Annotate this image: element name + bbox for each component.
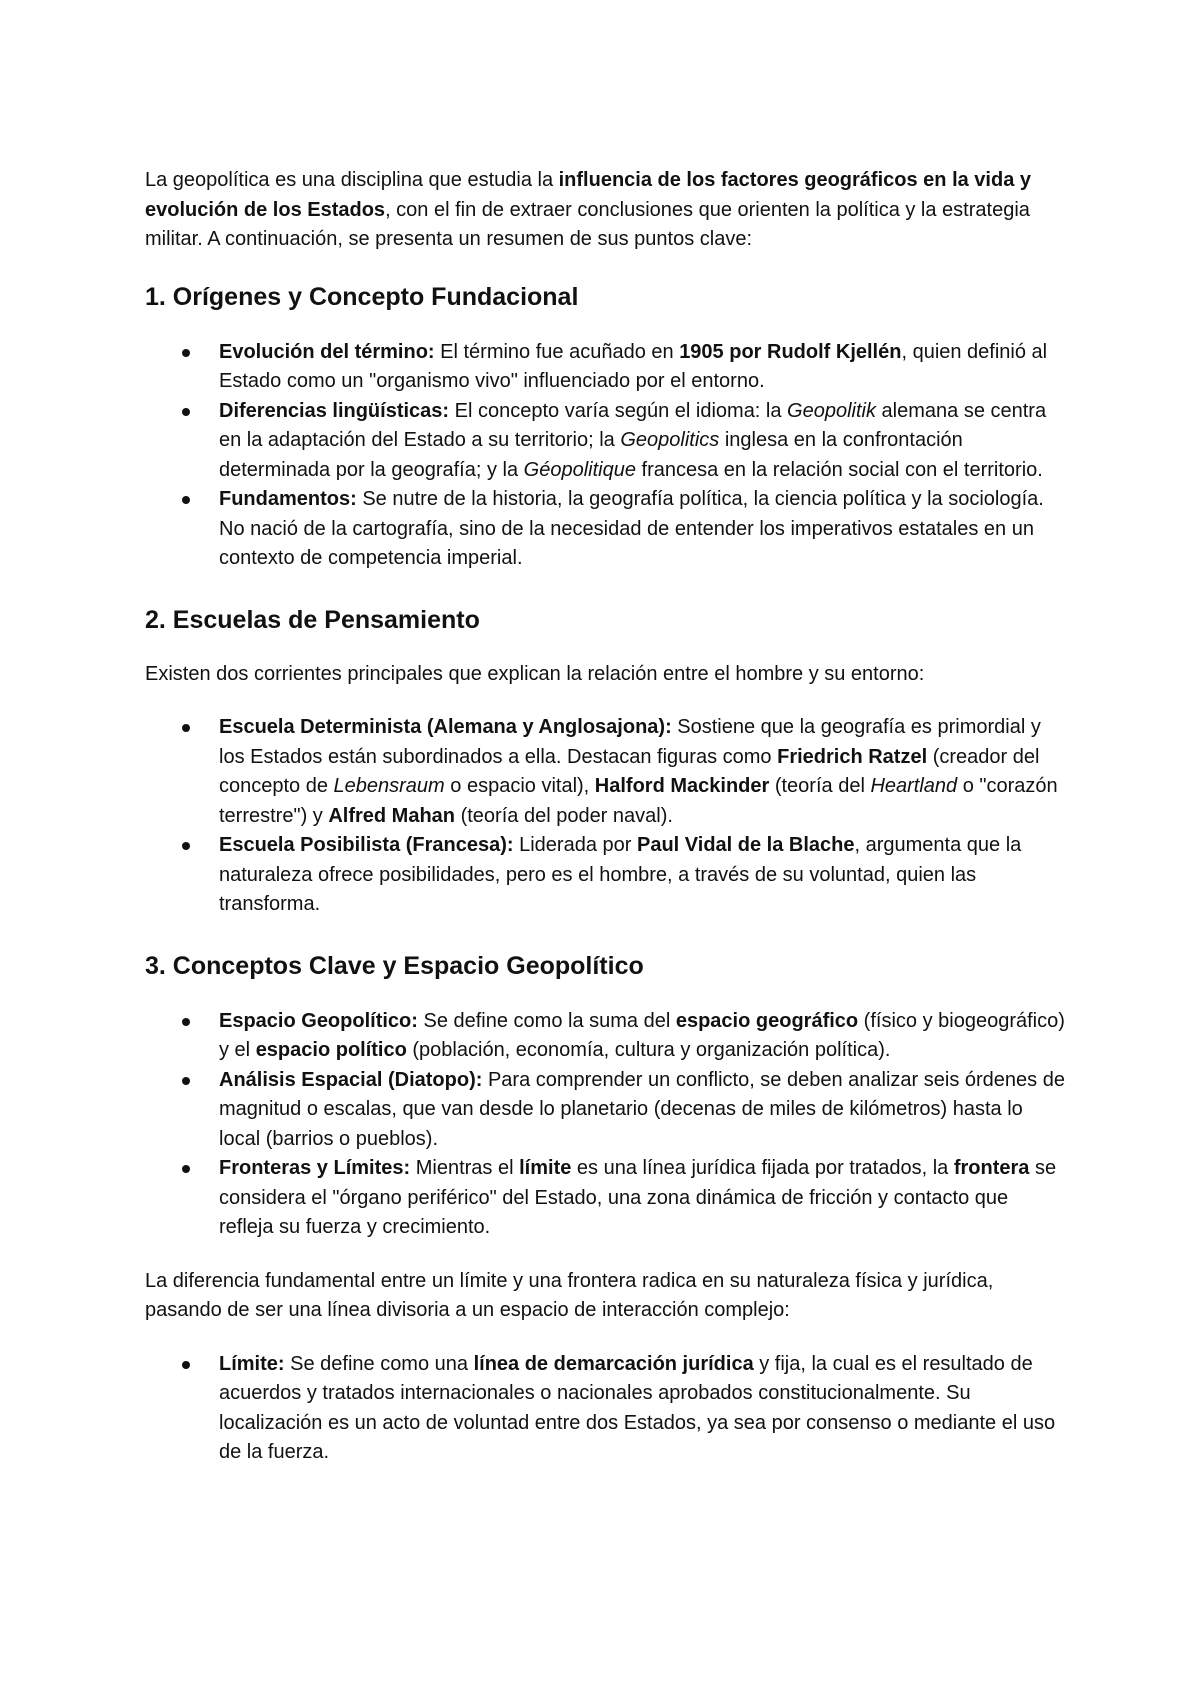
italic-text: Geopolitics xyxy=(620,429,720,451)
section-2-list xyxy=(145,713,1065,920)
bold-text: espacio geográfico xyxy=(675,1009,859,1032)
italic-text: Géopolitique xyxy=(523,458,636,481)
text-run: , quien definió al Estado como un "organismo vivo" influenciado por el entorno. xyxy=(219,340,1048,392)
bold-text: influencia de los factores geográficos en la vida y evolución de los Estados xyxy=(145,169,1031,221)
text-run: o "corazón terrestre") y xyxy=(219,775,1058,827)
bullet-icon xyxy=(182,349,190,357)
list-item xyxy=(145,485,1065,574)
section-2-paragraph xyxy=(145,660,1065,690)
section-3-heading: 3. Conceptos Clave y Espacio Geopolítico xyxy=(145,951,644,980)
text-run: (creador del concepto de xyxy=(219,745,1040,797)
text-run: (físico y biogeográfico) y el xyxy=(219,1009,1065,1061)
list-item xyxy=(145,397,1065,486)
text-run: inglesa en la confrontación determinada por la geografía; y la xyxy=(219,429,963,481)
bullet-icon xyxy=(182,724,190,732)
text-run: Se define como una xyxy=(284,1352,474,1375)
bullet-icon xyxy=(182,842,190,850)
text-run: El término fue acuñado en xyxy=(434,340,680,363)
text-run: es una línea jurídica fijada por tratados, la xyxy=(571,1157,954,1179)
text-run: La geopolítica es una disciplina que estudia la xyxy=(145,169,559,191)
list-item xyxy=(145,1066,1065,1155)
text-run: y fija, la cual es el resultado de acuerdos y tratados internacionales o nacionales aprobados constitucionalmente. Su localización es un acto de voluntad entre dos Estados, ya sea por consenso o mediante el uso de la fuerza. xyxy=(219,1352,1056,1463)
bold-text: espacio político xyxy=(255,1039,407,1061)
bullet-icon xyxy=(182,1018,190,1026)
text-run: , argumenta que la naturaleza ofrece posibilidades, pero es el hombre, a través de su voluntad, quien las transforma. xyxy=(219,834,1022,915)
text-run: Se nutre de la historia, la geografía política, la ciencia política y la sociología. No nació de la cartografía, sino de la necesidad de entender los imperativos estatales en un contexto de competencia imperial. xyxy=(219,488,1044,569)
italic-text: Geopolitik xyxy=(787,399,876,422)
bold-text: Alfred Mahan xyxy=(328,804,456,827)
text-run: Mientras el xyxy=(410,1157,520,1179)
section-2-heading: 2. Escuelas de Pensamiento xyxy=(145,605,480,634)
bold-text: Fundamentos: xyxy=(219,488,357,510)
section-3-paragraph xyxy=(145,1267,1065,1326)
bold-text: Diferencias lingüísticas: xyxy=(219,399,450,422)
bold-text: Espacio Geopolítico: xyxy=(219,1009,418,1032)
list-item xyxy=(145,338,1065,397)
italic-text: Heartland xyxy=(870,775,958,797)
list-item xyxy=(145,1350,1065,1468)
text-run: alemana se centra en la adaptación del Estado a su territorio; la xyxy=(219,399,1047,451)
bold-text: línea de demarcación jurídica xyxy=(473,1352,754,1375)
section-3-list xyxy=(145,1007,1065,1243)
bold-text: Escuela Posibilista (Francesa): xyxy=(219,834,514,856)
bold-text: Fronteras y Límites: xyxy=(219,1157,411,1179)
bold-text: 1905 por Rudolf Kjellén xyxy=(679,340,902,363)
bullet-icon xyxy=(182,408,190,416)
bold-text: límite xyxy=(519,1157,572,1179)
text-run: Para comprender un conflicto, se deben analizar seis órdenes de magnitud o escalas, que van desde lo planetario (decenas de miles de kilómetros) hasta lo local (barrios o pueblos). xyxy=(219,1068,1065,1150)
bold-text: Paul Vidal de la Blache xyxy=(636,834,855,856)
bullet-icon xyxy=(182,1361,190,1369)
intro-paragraph xyxy=(145,166,1065,255)
text-run: (teoría del xyxy=(769,775,871,797)
text-run: , con el fin de extraer conclusiones que orienten la política y la estrategia militar. A continuación, se presenta un resumen de sus puntos clave: xyxy=(145,198,1030,250)
text-run: El concepto varía según el idioma: la xyxy=(449,399,788,422)
text-run: Liderada por xyxy=(513,834,637,856)
text-run: Existen dos corrientes principales que explican la relación entre el hombre y su entorno: xyxy=(145,662,925,685)
bold-text: Límite: xyxy=(219,1352,285,1375)
bold-text: Análisis Espacial (Diatopo): xyxy=(219,1068,483,1091)
bold-text: frontera xyxy=(953,1157,1030,1179)
list-item xyxy=(145,1154,1065,1243)
section-1-heading: 1. Orígenes y Concepto Fundacional xyxy=(145,282,579,311)
bold-text: Escuela Determinista (Alemana y Anglosajona): xyxy=(219,716,672,738)
bold-text: Friedrich Ratzel xyxy=(777,745,928,768)
list-item xyxy=(145,713,1065,831)
text-run: o espacio vital), xyxy=(444,775,595,797)
list-item xyxy=(145,1007,1065,1066)
section-1-list xyxy=(145,338,1065,574)
bullet-icon xyxy=(182,1165,190,1173)
italic-text: Lebensraum xyxy=(333,775,445,797)
bullet-icon xyxy=(182,1077,190,1085)
text-run: (teoría del poder naval). xyxy=(455,804,673,827)
text-run: Sostiene que la geografía es primordial y los Estados están subordinados a ella. Destacan figuras como xyxy=(219,716,1041,768)
bold-text: Halford Mackinder xyxy=(594,775,770,797)
text-run: Se define como la suma del xyxy=(417,1009,676,1032)
document-body xyxy=(145,166,1065,1468)
text-run: francesa en la relación social con el territorio. xyxy=(635,458,1043,481)
section-3-list-2 xyxy=(145,1350,1065,1468)
bold-text: Evolución del término: xyxy=(219,340,435,363)
bullet-icon xyxy=(182,496,190,504)
list-item xyxy=(145,831,1065,920)
text-run: (población, economía, cultura y organización política). xyxy=(406,1039,891,1061)
text-run: La diferencia fundamental entre un límite y una frontera radica en su naturaleza física y jurídica, pasando de ser una línea divisoria a un espacio de interacción complejo: xyxy=(145,1269,994,1321)
text-run: se considera el "órgano periférico" del Estado, una zona dinámica de fricción y contacto que refleja su fuerza y crecimiento. xyxy=(219,1157,1057,1238)
